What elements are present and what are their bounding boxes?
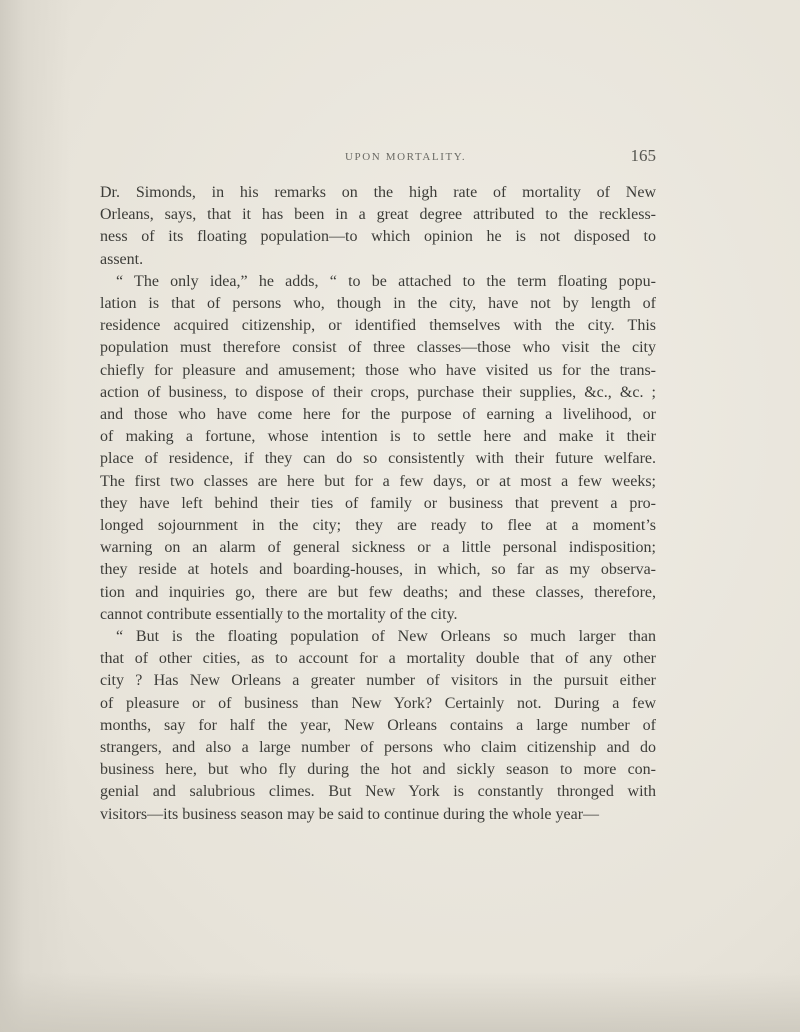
text-line: strangers, and also a large number of persons who claim citizenship and do [100,739,656,757]
text-line: that of other cities, as to account for a mortality double that of any other [100,650,656,668]
text-line: lation is that of persons who, though in the city, have not by length of [100,295,656,313]
text-line: cannot contribute essentially to the mortality of the city. [100,605,458,623]
text-line: and those who have come here for the purpose of earning a livelihood, or [100,406,656,424]
page-bottom-shadow [0,972,800,1032]
text-line: they have left behind their ties of family or business that prevent a pro- [100,494,656,512]
text-line: Orleans, says, that it has been in a great degree attributed to the reckless- [100,206,656,224]
text-line: business here, but who fly during the hot and sickly season to more con- [100,761,656,779]
text-line: population must therefore consist of three classes—those who visit the city [100,339,656,357]
page-header [200,146,656,170]
text-line: genial and salubrious climes. But New York is constantly thronged with [100,783,656,801]
page-edge-shadow [0,0,70,1032]
text-line: chiefly for pleasure and amusement; those who have visited us for the trans- [100,361,656,379]
text-line: of pleasure or of business than New York? Certainly not. During a few [100,694,656,712]
text-line: place of residence, if they can do so consistently with their future welfare. [100,450,656,468]
page-number: 165 [630,146,656,165]
text-line: longed sojournment in the city; they are ready to flee at a moment’s [100,517,656,535]
body-text [100,182,656,826]
text-line: they reside at hotels and boarding-houses, in which, so far as my observa- [100,561,656,579]
text-line: ness of its floating population—to which opinion he is not disposed to [100,228,656,246]
running-head: UPON MORTALITY. [345,151,467,163]
text-line: The first two classes are here but for a few days, or at most a few weeks; [100,472,656,490]
text-line: “ But is the floating population of New Orleans so much larger than [116,628,656,646]
text-line: Dr. Simonds, in his remarks on the high rate of mortality of New [100,184,656,201]
text-line: warning on an alarm of general sickness or a little personal indisposition; [100,539,656,557]
text-line: residence acquired citizenship, or identified themselves with the city. This [100,317,656,335]
text-line: assent. [100,250,144,268]
text-line: tion and inquiries go, there are but few deaths; and these classes, therefore, [100,583,656,601]
text-line: months, say for half the year, New Orleans contains a large number of [100,716,656,734]
text-line: of making a fortune, whose intention is to settle here and make it their [100,428,656,446]
text-line: city ? Has New Orleans a greater number of visitors in the pursuit either [100,672,656,690]
text-line: visitors—its business season may be said to continue during the whole year— [100,805,600,823]
text-line: action of business, to dispose of their crops, purchase their supplies, &c., &c. ; [100,383,656,401]
text-line: “ The only idea,” he adds, “ to be attached to the term floating popu- [116,272,656,290]
